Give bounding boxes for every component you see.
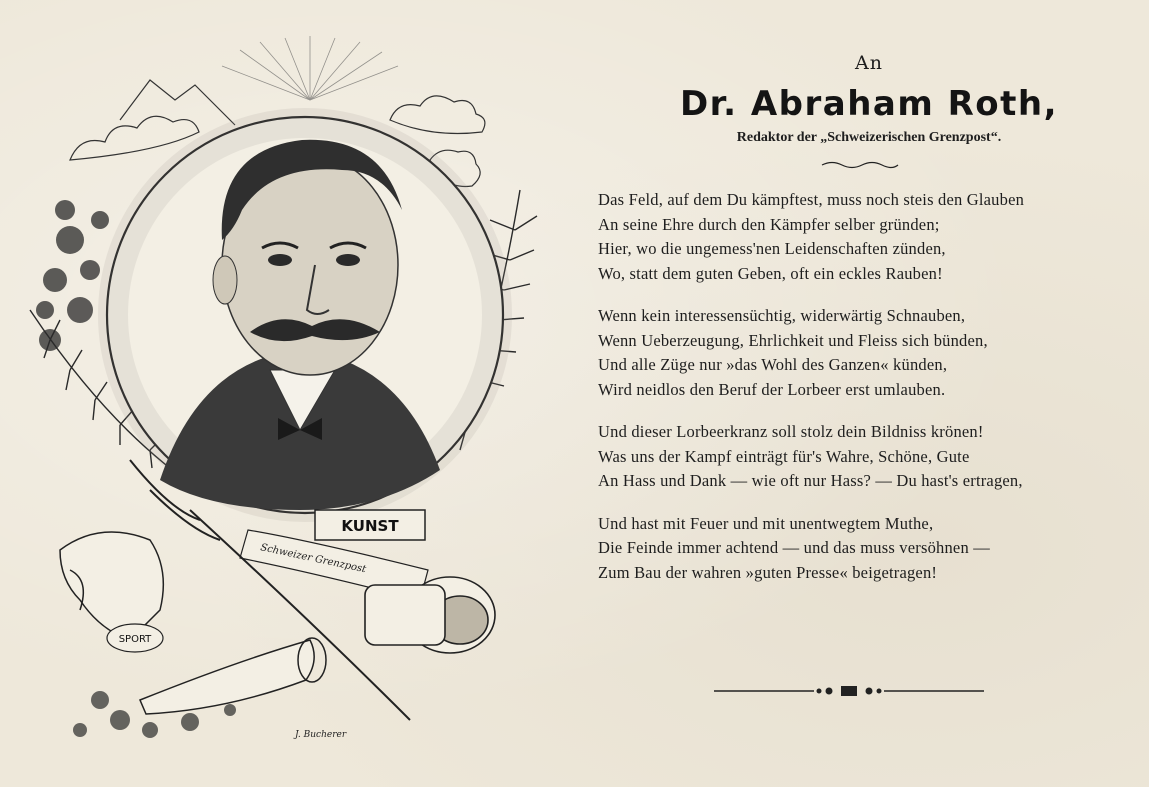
poem-line: Das Feld, auf dem Du kämpftest, muss noch steis den Glauben (598, 190, 1025, 209)
stanza-3 (598, 420, 1130, 494)
poem-line: Wo, statt dem guten Geben, oft ein eckles Rauben! (598, 263, 943, 283)
poem-line: Hier, wo die ungemess'nen Leidenschaften zünden, (598, 239, 946, 258)
poem (590, 188, 1130, 585)
badge-text: SPORT (118, 634, 152, 645)
ivy-foliage-icon (36, 200, 109, 351)
ornament-divider-icon (820, 160, 900, 170)
stanza-4 (598, 512, 1130, 586)
dedication-text (590, 52, 1130, 603)
lantern-icon (365, 577, 495, 653)
portrait-engraving (107, 117, 503, 513)
poem-line: Und alle Züge nur »das Wohl des Ganzen« künden, (598, 355, 948, 374)
sun-rays-icon (222, 36, 398, 100)
poem-line: Und hast mit Feuer und mit unentwegtem Muthe, (598, 513, 934, 533)
poem-line: An Hass und Dank — wie oft nur Hass? — Du hast's ertragen, (598, 471, 1023, 490)
poem-line: Zum Bau der wahren »guten Presse« beigetragen! (598, 562, 938, 582)
poem-line: Die Feinde immer achtend — und das muss versöhnen — (598, 538, 990, 557)
horse-head-icon (60, 532, 163, 640)
stanza-2 (598, 304, 1130, 402)
sport-badge (107, 624, 163, 652)
poem-line: An seine Ehre durch den Kämpfer selber gründen; (598, 214, 940, 234)
end-ornament-icon (714, 684, 984, 698)
artist-signature: J. Bucherer (295, 730, 347, 740)
banner-text: Schweizer Grenzpost (259, 542, 367, 576)
poem-line: Wird neidlos den Beruf der Lorbeer erst umlauben. (598, 379, 946, 399)
salutation: An (855, 52, 883, 74)
poem-line: Wenn Ueberzeugung, Ehrlichkeit und Fleiss sich bünden, (598, 330, 988, 350)
kunst-ribbon (315, 510, 425, 540)
stanza-1 (598, 188, 1130, 286)
recipient-subtitle: Redaktor der „Schweizerischen Grenzpost“. (736, 130, 1002, 145)
poem-line: Was uns der Kampf einträgt für's Wahre, Schöne, Gute (598, 446, 970, 466)
illustration (10, 10, 570, 780)
ribbon-label: KUNST (341, 517, 399, 535)
poem-line: Und dieser Lorbeerkranz soll stolz dein Bildniss krönen! (598, 422, 984, 441)
poem-line: Wenn kein interessensüchtig, widerwärtig Schnauben, (598, 306, 966, 325)
recipient-name: Dr. Abraham Roth, (679, 84, 1059, 124)
scroll-icon (140, 638, 326, 714)
